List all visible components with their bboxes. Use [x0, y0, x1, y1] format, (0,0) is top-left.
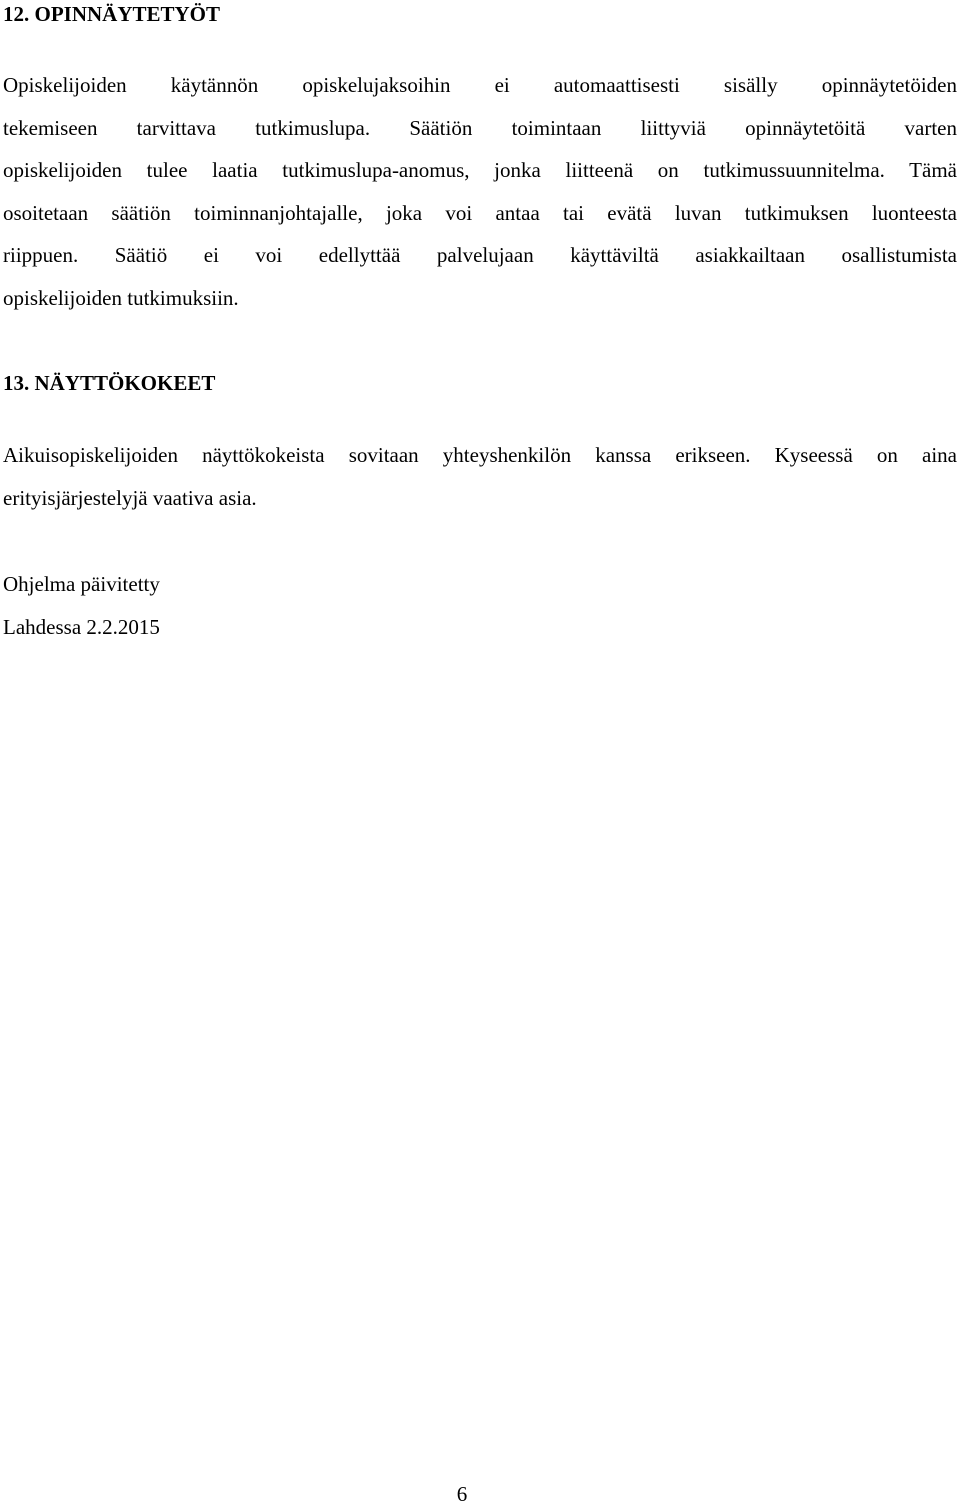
section-12-heading: 12. OPINNÄYTETYÖT [3, 2, 221, 26]
paragraph-line: Aikuisopiskelijoiden näyttökokeista sovitaan yhteyshenkilön kanssa erikseen. Kyseessä on aina [3, 443, 957, 467]
paragraph-line: erityisjärjestelyjä vaativa asia. [3, 485, 257, 510]
paragraph-line: opiskelijoiden tutkimuksiin. [3, 285, 239, 310]
section-13-heading: 13. NÄYTTÖKOKEET [3, 371, 216, 395]
paragraph-line: tekemiseen tarvittava tutkimuslupa. Säätiön toimintaan liittyviä opinnäytetöitä varten [3, 115, 957, 140]
paragraph-line: osoitetaan säätiön toiminnanjohtajalle, joka voi antaa tai evätä luvan tutkimuksen luonteesta [3, 200, 957, 225]
updated-label: Ohjelma päivitetty [3, 572, 160, 596]
page-number: 6 [456, 1482, 468, 1506]
paragraph-line: Opiskelijoiden käytännön opiskelujaksoihin ei automaattisesti sisälly opinnäytetöiden [3, 73, 957, 97]
paragraph-line: riippuen. Säätiö ei voi edellyttää palvelujaan käyttäviltä asiakkailtaan osallistumista [3, 243, 957, 267]
section-12-paragraph [3, 64, 957, 319]
update-info [3, 563, 160, 648]
section-13-paragraph [3, 434, 957, 519]
paragraph-line: opiskelijoiden tulee laatia tutkimuslupa-anomus, jonka liitteenä on tutkimussuunnitelma. Tämä [3, 158, 957, 182]
place-date: Lahdessa 2.2.2015 [3, 614, 160, 639]
